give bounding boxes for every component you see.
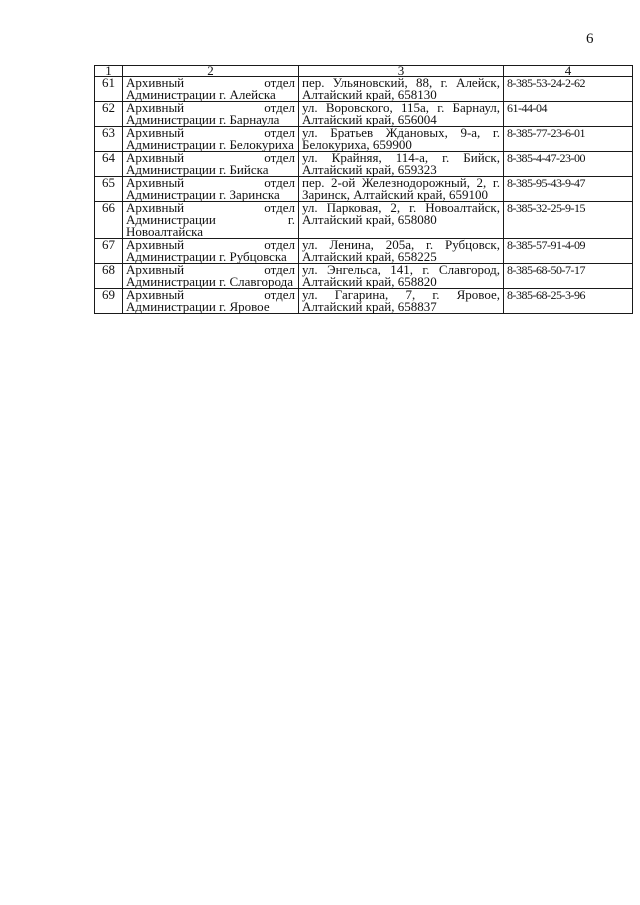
- phone-number: 61-44-04: [504, 102, 633, 127]
- address: ул. Энгельса, 141, г. Славгород, Алтайский край, 658820: [299, 264, 504, 289]
- organization-name: Архивный отдел Администрации г. Белокуриха: [123, 127, 299, 152]
- table-row: [95, 102, 633, 127]
- organization-name: Архивный отдел Администрации г. Алейска: [123, 77, 299, 102]
- organization-name: Архивный отдел Администрации г. Яровое: [123, 289, 299, 314]
- table-row: [95, 202, 633, 239]
- address: ул. Братьев Ждановых, 9-а, г. Белокуриха, 659900: [299, 127, 504, 152]
- organization-name: Архивный отдел Администрации г. Рубцовска: [123, 239, 299, 264]
- address: ул. Парковая, 2, г. Новоалтайск, Алтайский край, 658080: [299, 202, 504, 239]
- organization-name: Архивный отдел Администрации г. Новоалтайска: [123, 202, 299, 239]
- phone-number: 8-385-57-91-4-09: [504, 239, 633, 264]
- phone-number: 8-385-95-43-9-47: [504, 177, 633, 202]
- archives-table: [94, 65, 633, 314]
- table-row: [95, 264, 633, 289]
- organization-name: Архивный отдел Администрации г. Славгорода: [123, 264, 299, 289]
- address: ул. Воровского, 115а, г. Барнаул, Алтайский край, 656004: [299, 102, 504, 127]
- row-number: 63: [95, 127, 123, 152]
- organization-name: Архивный отдел Администрации г. Заринска: [123, 177, 299, 202]
- table-row: [95, 77, 633, 102]
- table-row: [95, 289, 633, 314]
- page-number: 6: [586, 31, 594, 47]
- phone-number: 8-385-4-47-23-00: [504, 152, 633, 177]
- column-header-2: 2: [123, 66, 299, 77]
- phone-number: 8-385-77-23-6-01: [504, 127, 633, 152]
- phone-number: 8-385-68-25-3-96: [504, 289, 633, 314]
- address: пер. Ульяновский, 88, г. Алейск, Алтайский край, 658130: [299, 77, 504, 102]
- row-number: 61: [95, 77, 123, 102]
- row-number: 65: [95, 177, 123, 202]
- address: ул. Крайняя, 114-а, г. Бийск, Алтайский край, 659323: [299, 152, 504, 177]
- phone-number: 8-385-68-50-7-17: [504, 264, 633, 289]
- row-number: 69: [95, 289, 123, 314]
- table-row: [95, 239, 633, 264]
- row-number: 68: [95, 264, 123, 289]
- phone-number: 8-385-32-25-9-15: [504, 202, 633, 239]
- table-row: [95, 127, 633, 152]
- table-row: [95, 177, 633, 202]
- organization-name: Архивный отдел Администрации г. Бийска: [123, 152, 299, 177]
- address: ул. Гагарина, 7, г. Яровое, Алтайский край, 658837: [299, 289, 504, 314]
- table-row: [95, 152, 633, 177]
- row-number: 62: [95, 102, 123, 127]
- row-number: 66: [95, 202, 123, 239]
- address: ул. Ленина, 205а, г. Рубцовск, Алтайский край, 658225: [299, 239, 504, 264]
- column-header-3: 3: [299, 66, 504, 77]
- column-header-4: 4: [504, 66, 633, 77]
- organization-name: Архивный отдел Администрации г. Барнаула: [123, 102, 299, 127]
- address: пер. 2-ой Железнодорожный, 2, г. Заринск, Алтайский край, 659100: [299, 177, 504, 202]
- row-number: 64: [95, 152, 123, 177]
- phone-number: 8-385-53-24-2-62: [504, 77, 633, 102]
- row-number: 67: [95, 239, 123, 264]
- column-header-1: 1: [95, 66, 123, 77]
